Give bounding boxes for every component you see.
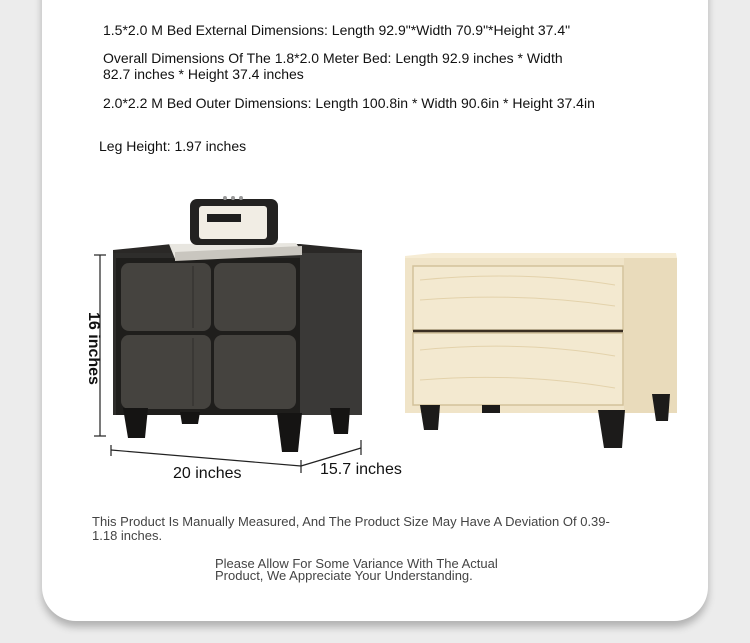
variance-note: Please Allow For Some Variance With The Actual Product, We Appreciate Your Understanding.	[215, 556, 498, 583]
wood-nightstand	[405, 253, 677, 448]
measurement-note: This Product Is Manually Measured, And The Product Size May Have A Deviation Of 0.39-1.18 inches.	[92, 514, 610, 543]
spec-line-1: 1.5*2.0 M Bed External Dimensions: Length 92.9"*Width 70.9"*Height 37.4"	[103, 22, 571, 38]
leg-height-text: Leg Height: 1.97 inches	[99, 138, 247, 154]
depth-label: 15.7 inches	[320, 461, 402, 478]
spec-line-2: Overall Dimensions Of The 1.8*2.0 Meter Bed: Length 92.9 inches * Width 82.7 inches * Height 37.4 inches	[103, 50, 563, 82]
leather-nightstand	[113, 244, 362, 452]
width-label: 20 inches	[173, 465, 242, 482]
height-label: 16 inches	[85, 312, 102, 385]
decor-radio	[190, 196, 278, 245]
spec-line-3: 2.0*2.2 M Bed Outer Dimensions: Length 100.8in * Width 90.6in * Height 37.4in	[103, 95, 595, 111]
